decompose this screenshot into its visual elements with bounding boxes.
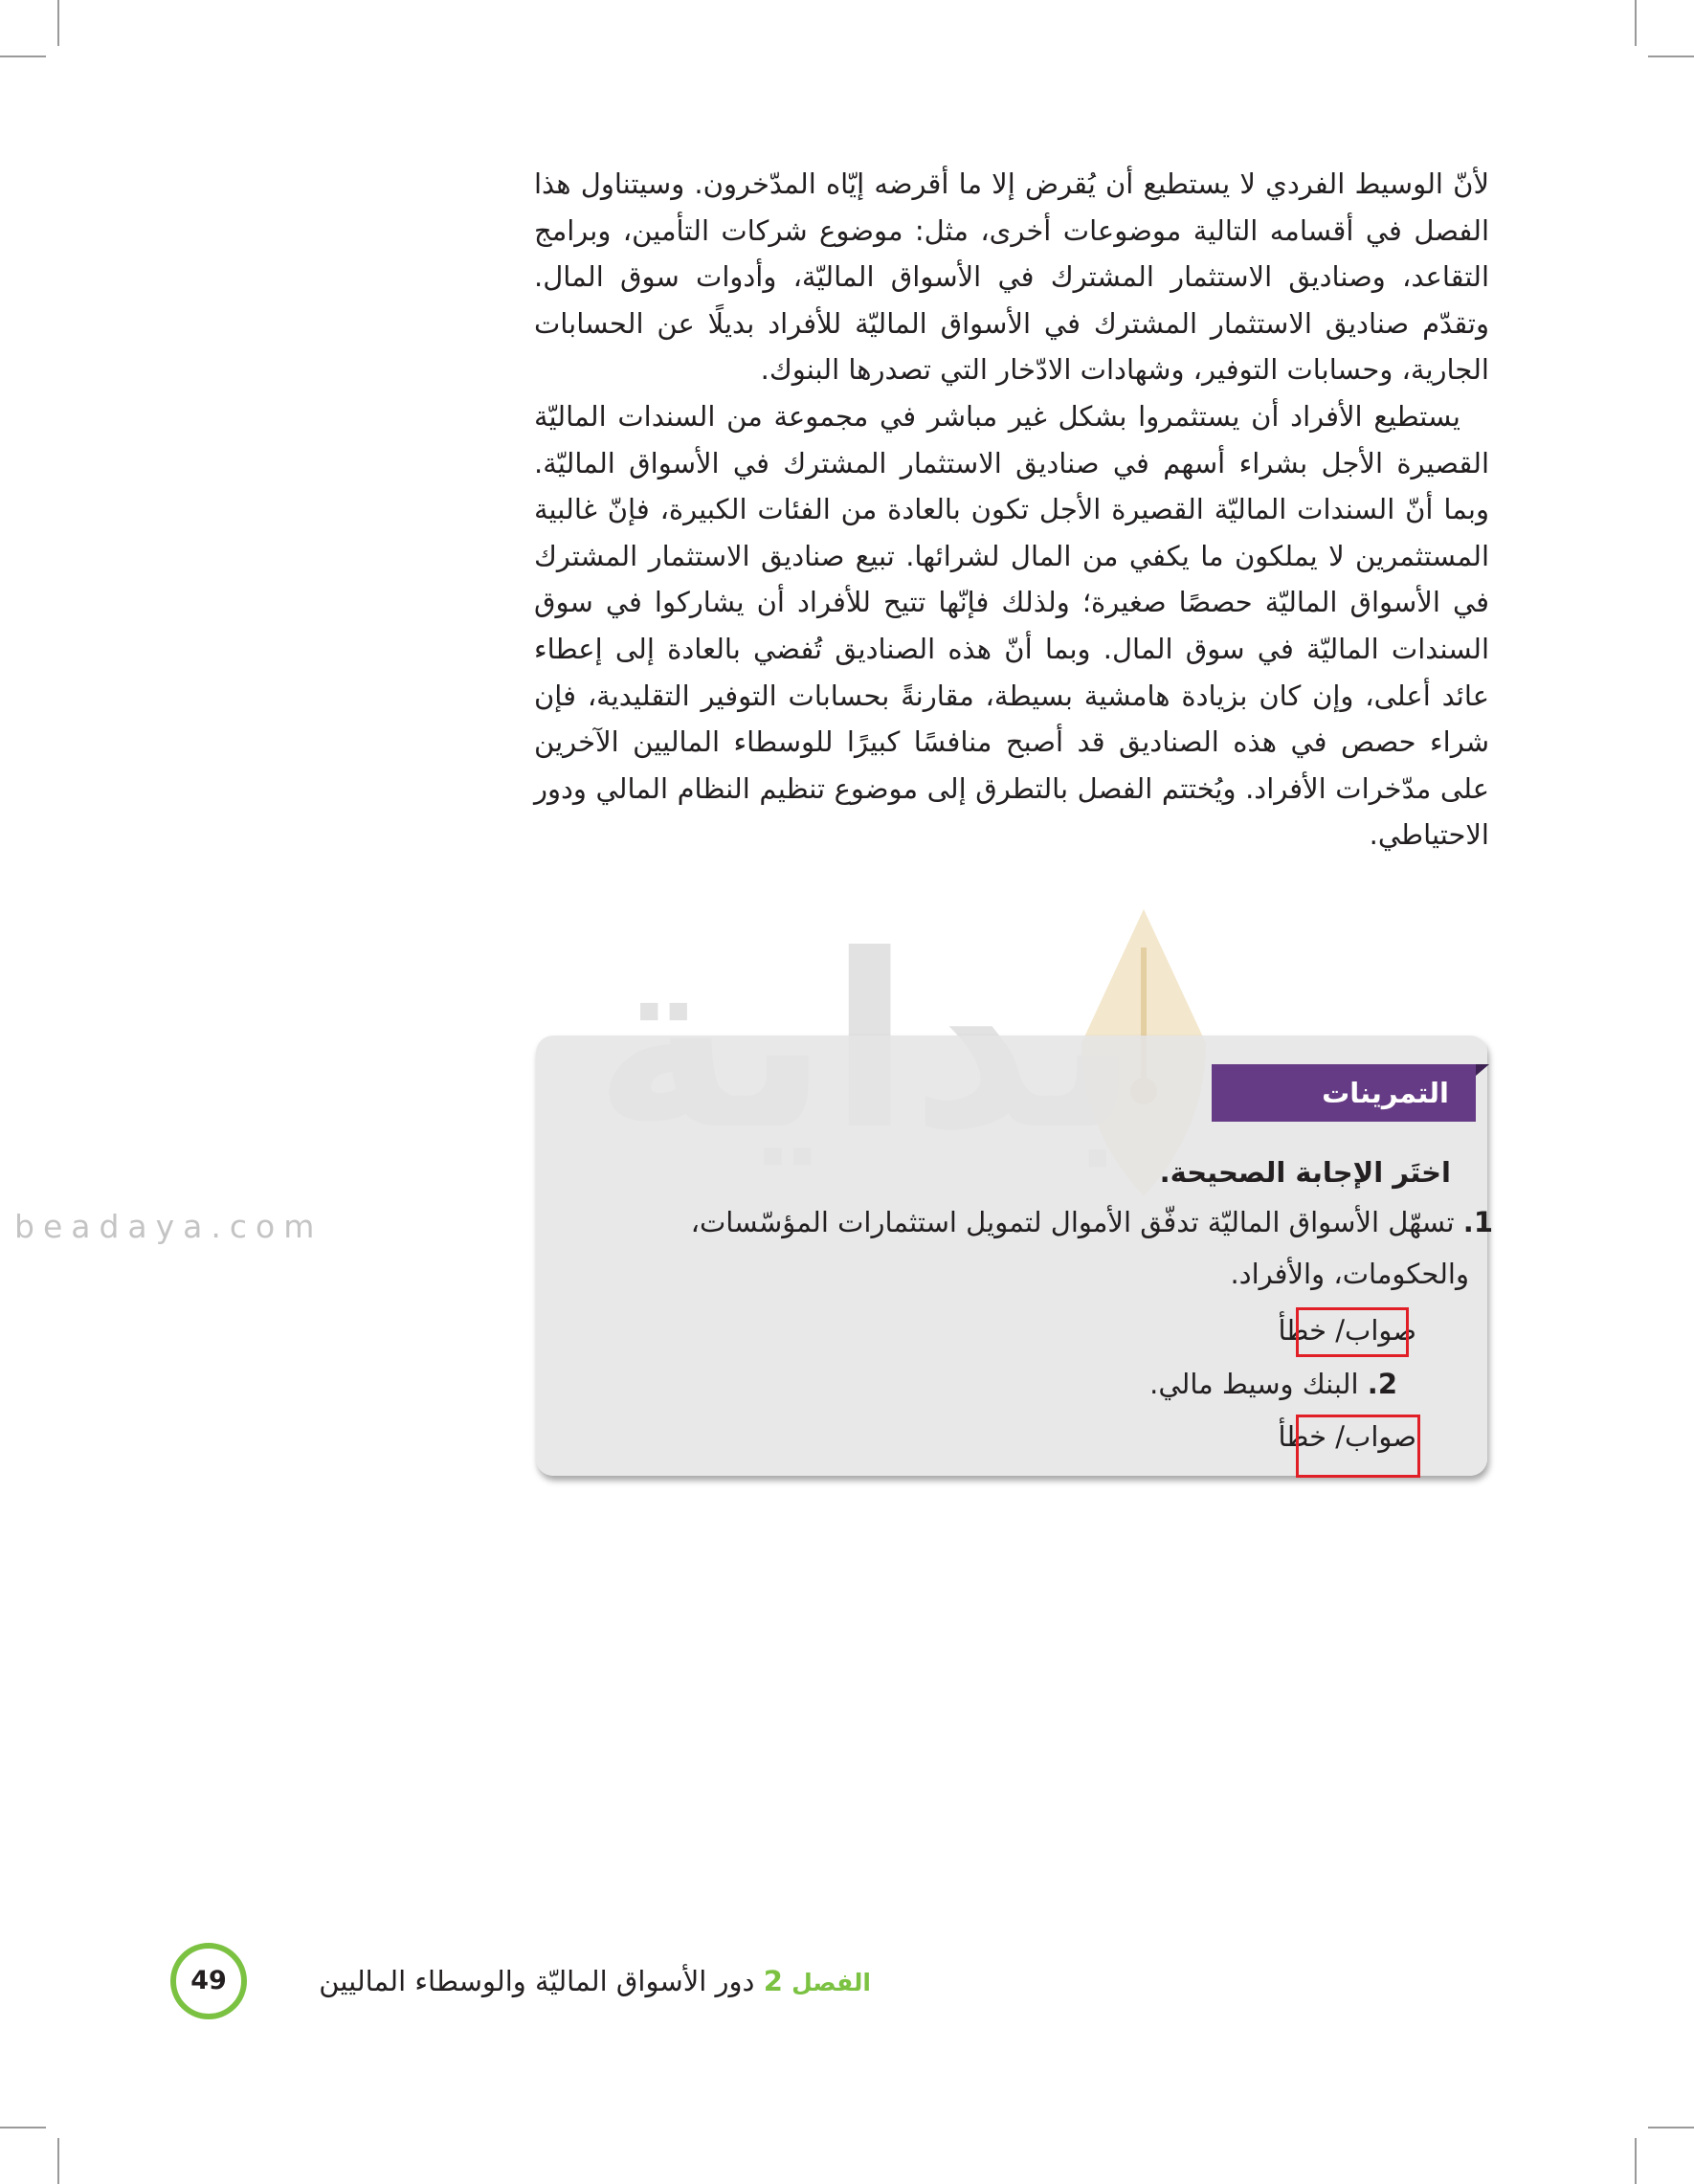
exercise-2-line-1 (1149, 1365, 1397, 1403)
exercise-1-text: تسهّل الأسواق الماليّة تدفّق الأموال لتمويل استثمارات المؤسّسات، (690, 1206, 1455, 1238)
exercise-1-line-1 (691, 1203, 1493, 1241)
crop-mark-bottom-left (57, 2138, 59, 2184)
crop-mark-top-right-h (1648, 56, 1694, 57)
exercise-2-separator: / (1335, 1420, 1346, 1453)
exercise-2-option-false[interactable]: خطأ (1278, 1420, 1327, 1453)
footer-chapter-label: الفصل (791, 1969, 871, 1996)
crop-mark-top-right (1635, 0, 1637, 46)
exercise-1-option-false[interactable]: خطأ (1278, 1314, 1327, 1347)
paragraph-2: يستطيع الأفراد أن يستثمروا بشكل غير مباشر في مجموعة من السندات الماليّة القصيرة الأجل بشراء أسهم في صناديق الاستثمار المشترك في الأسواق الماليّة. وبما أنّ السندات الماليّة القصيرة الأجل تكون بالعادة من الفئات الكبيرة، فإنّ غالبية المستثمرين لا يملكون ما يكفي من المال لشرائها. تبيع صناديق الاستثمار المشترك في الأسواق الماليّة حصصًا صغيرة؛ ولذلك فإنّها تتيح للأفراد أن يشاركوا في سوق السندات الماليّة في سوق المال. وبما أنّ هذه الصناديق تُفضي بالعادة إلى إعطاء عائد أعلى، وإن كان بزيادة هامشية بسيطة، مقارنةً بحسابات التوفير التقليدية، فإن شراء حصص في هذه الصناديق قد أصبح منافسًا كبيرًا للوسطاء الماليين الآخرين على مدّخرات الأفراد. ويُختتم الفصل بالتطرق إلى موضوع تنظيم النظام المالي ودور الاحتياطي. (534, 399, 1489, 852)
crop-mark-top-left-h (0, 56, 46, 57)
exercise-1-line-2 (1230, 1255, 1469, 1293)
banner-fold (1476, 1064, 1489, 1076)
footer-chapter-name: دور الأسواق الماليّة والوسطاء الماليين (319, 1965, 755, 1997)
footer-chapter-title (278, 1960, 871, 2004)
body-text (534, 161, 1489, 858)
page-number: 49 (170, 1943, 247, 2019)
exercise-2-option-true[interactable]: صواب (1345, 1420, 1416, 1453)
exercise-1-separator: / (1335, 1314, 1346, 1347)
crop-mark-bottom-left-h (0, 2127, 46, 2128)
paragraph-1: لأنّ الوسيط الفردي لا يستطيع أن يُقرض إلا ما أقرضه إيّاه المدّخرون. وسيتناول هذا الفصل في أقسامه التالية موضوعات أخرى، مثل: موضوع شركات التأمين، وبرامج التقاعد، وصناديق الاستثمار المشترك في الأسواق الماليّة، وأدوات سوق المال. وتقدّم صناديق الاستثمار المشترك في الأسواق الماليّة للأفراد بديلًا عن الحسابات الجارية، وحسابات التوفير، وشهادات الادّخار التي تصدرها البنوك. (534, 167, 1489, 387)
exercises-title: التمرينات (1212, 1064, 1476, 1122)
exercise-2-number: 2. (1367, 1368, 1397, 1400)
crop-mark-top-left (57, 0, 59, 46)
exercise-1-option-true[interactable]: صواب (1345, 1314, 1416, 1347)
exercise-1-text-2: والحكومات، والأفراد. (1230, 1258, 1469, 1290)
exercise-instruction: اختَر الإجابة الصحيحة. (1159, 1156, 1451, 1189)
crop-mark-bottom-right (1635, 2138, 1637, 2184)
watermark-latin: beadaya.com (14, 1208, 323, 1245)
crop-mark-bottom-right-h (1648, 2127, 1694, 2128)
exercise-2-text: البنك وسيط مالي. (1149, 1368, 1359, 1400)
exercise-1-answer-box (1296, 1307, 1409, 1357)
exercise-1-number: 1. (1462, 1206, 1493, 1238)
footer-chapter-number: 2 (763, 1965, 783, 1997)
exercise-2-answer-box (1296, 1415, 1420, 1478)
